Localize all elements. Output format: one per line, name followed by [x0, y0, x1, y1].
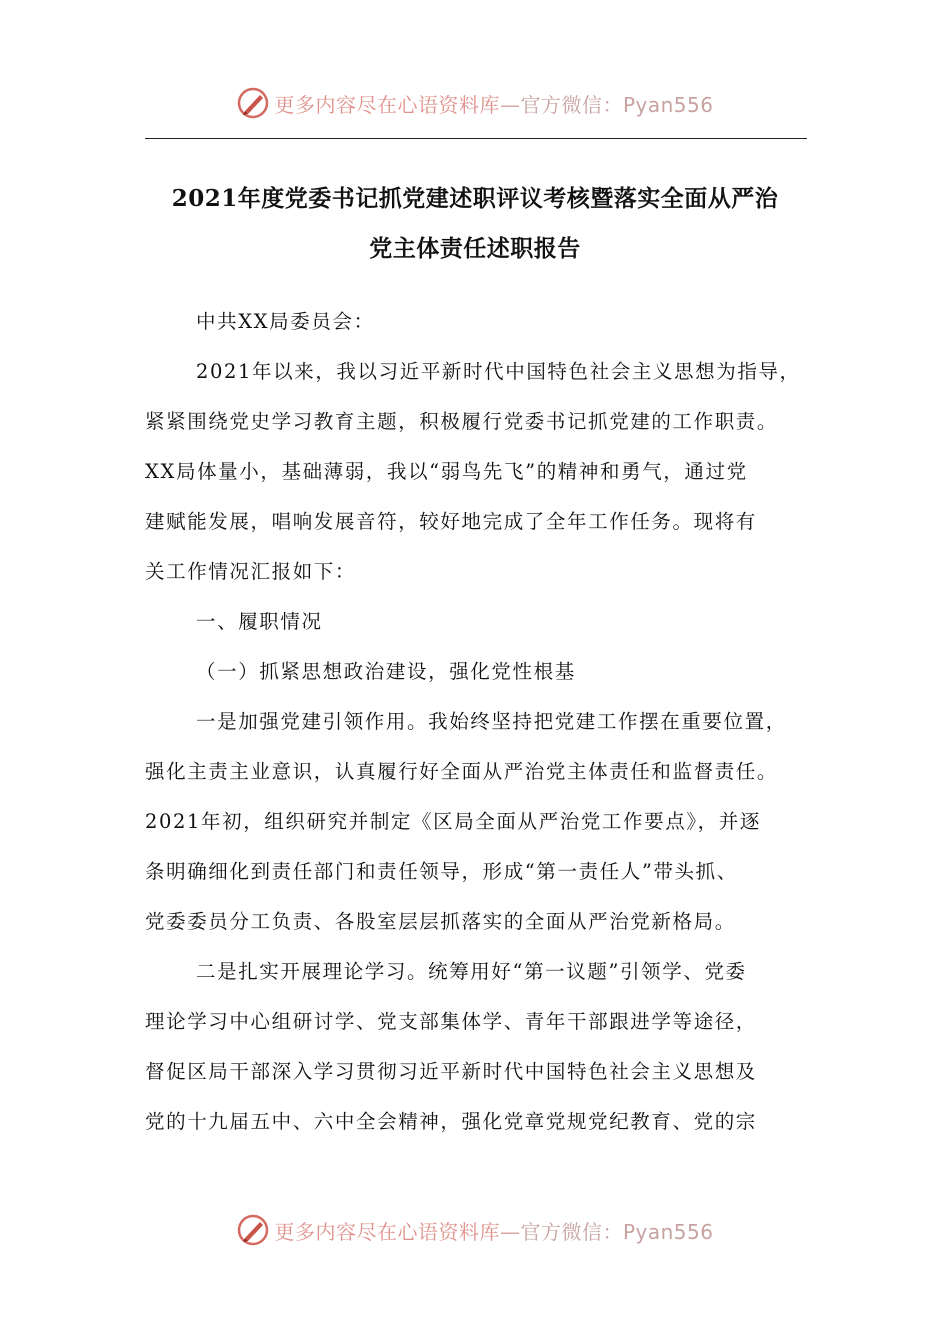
paragraph-line: 关工作情况汇报如下： — [145, 560, 357, 583]
paragraph-line: 党的十九届五中、六中全会精神，强化党章党规党纪教育、党的宗 — [145, 1110, 757, 1133]
watermark-banner-top — [0, 83, 950, 123]
pen-logo-icon — [236, 86, 270, 120]
paragraph-line: 强化主责主业意识，认真履行好全面从严治党主体责任和监督责任。 — [145, 760, 779, 783]
paragraph-line: 2021年初，组织研究并制定《区局全面从严治党工作要点》，并逐 — [145, 810, 761, 833]
paragraph-line: XX局体量小，基础薄弱，我以“弱鸟先飞”的精神和勇气，通过党 — [145, 460, 748, 483]
paragraph-line: 条明确细化到责任部门和责任领导，形成“第一责任人”带头抓、 — [145, 860, 738, 883]
paragraph-line: 2021年以来，我以习近平新时代中国特色社会主义思想为指导， — [196, 360, 801, 383]
paragraph-line: 建赋能发展，唱响发展音符，较好地完成了全年工作任务。现将有 — [145, 510, 757, 533]
watermark-banner-bottom — [0, 1210, 950, 1250]
paragraph-line: 紧紧围绕党史学习教育主题，积极履行党委书记抓党建的工作职责。 — [145, 410, 779, 433]
paragraph-line: 理论学习中心组研讨学、党支部集体学、青年干部跟进学等途径， — [145, 1010, 757, 1033]
subsection-heading: （一）抓紧思想政治建设，强化党性根基 — [196, 660, 576, 683]
watermark-text — [274, 1216, 713, 1245]
watermark-text — [274, 89, 713, 118]
paragraph-line: 督促区局干部深入学习贯彻习近平新时代中国特色社会主义思想及 — [145, 1060, 757, 1083]
document-title-line-1: 2021年度党委书记抓党建述职评议考核暨落实全面从严治 — [171, 185, 779, 212]
watermark-wechat: 官方微信：Pyan556 — [520, 92, 714, 117]
paragraph-line: 二是扎实开展理论学习。统筹用好“第一议题”引领学、党委 — [196, 960, 747, 983]
document-title-line-2: 党主体责任述职报告 — [369, 235, 581, 262]
section-heading: 一、履职情况 — [196, 610, 323, 633]
paragraph-line: 一是加强党建引领作用。我始终坚持把党建工作摆在重要位置， — [196, 710, 787, 733]
pen-logo-icon — [236, 1213, 270, 1247]
watermark-separator: — — [499, 1219, 521, 1244]
watermark-main: 更多内容尽在心语资料库 — [274, 1219, 500, 1244]
watermark-wechat: 官方微信：Pyan556 — [520, 1219, 714, 1244]
salutation: 中共XX局委员会： — [196, 310, 375, 333]
watermark-separator: — — [499, 92, 521, 117]
watermark-main: 更多内容尽在心语资料库 — [274, 92, 500, 117]
header-divider — [145, 138, 807, 139]
paragraph-line: 党委委员分工负责、各股室层层抓落实的全面从严治党新格局。 — [145, 910, 736, 933]
